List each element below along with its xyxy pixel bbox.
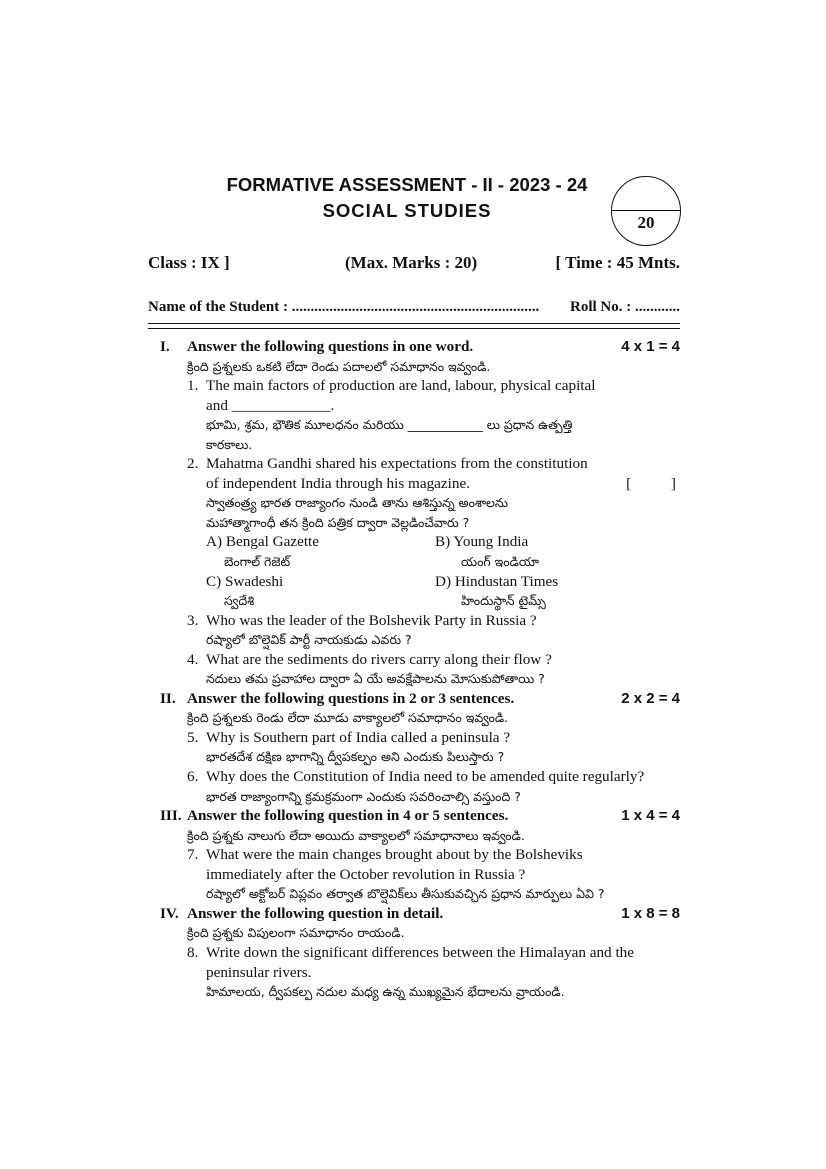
question-line — [160, 474, 680, 494]
question-telugu: మహాత్మాగాంధీ తన క్రింది పత్రిక ద్వారా వెల్లడించేవారు ? — [206, 514, 470, 530]
options-row — [160, 591, 680, 611]
roll-no-field[interactable]: Roll No. : ............ — [570, 299, 680, 315]
option-b: B) Young India — [435, 533, 529, 551]
question-text: The main factors of production are land, labour, physical capital — [206, 377, 596, 395]
options-row — [160, 572, 680, 592]
section-number: I. — [160, 338, 170, 355]
section-title: Answer the following questions in one word. — [187, 338, 474, 355]
section-marks: 2 x 2 = 4 — [621, 689, 680, 707]
section-title: Answer the following questions in 2 or 3 sentences. — [187, 689, 515, 707]
section-telugu: క్రింది ప్రశ్నకు విపులంగా సమాధానం రాయండి. — [187, 925, 405, 941]
question-text: What were the main changes brought about by the Bolsheviks — [206, 846, 583, 864]
subject-title: SOCIAL STUDIES — [322, 200, 492, 221]
question-telugu: భారత రాజ్యాంగాన్ని క్రమక్రమంగా ఎందుకు సవరించాల్సి వస్తుంది ? — [206, 788, 521, 804]
marks-divider — [612, 210, 680, 211]
question-telugu: హిమాలయ, ద్వీపకల్ప నదుల మధ్య ఉన్న ముఖ్యమైన భేదాలను వ్రాయండి. — [206, 984, 565, 1000]
question-telugu: భూమి, శ్రమ, భౌతిక మూలధనం మరియు ____________ లు ప్రధాన ఉత్పత్తి — [206, 417, 573, 433]
question-text: of independent India through his magazine. — [206, 474, 471, 492]
student-info-row — [148, 299, 680, 316]
option-a-telugu: బెంగాల్ గెజెట్ — [224, 554, 291, 570]
section-marks: 1 x 8 = 8 — [621, 904, 680, 922]
option-c-telugu: స్వదేశి — [224, 593, 255, 609]
section-telugu: క్రింది ప్రశ్నకు నాలుగు లేదా అయిదు వాక్యాలలో సమాధానాలు ఇవ్వండి. — [187, 827, 525, 843]
max-marks: (Max. Marks : 20) — [345, 253, 478, 272]
answer-bracket[interactable]: [ ] — [626, 474, 676, 492]
section-header — [160, 806, 680, 826]
question-text: Why does the Constitution of India need to be amended quite regularly? — [206, 768, 645, 786]
section-title: Answer the following question in 4 or 5 sentences. — [187, 807, 509, 825]
section-number: II. — [160, 689, 176, 707]
options-row — [160, 552, 680, 572]
question-text: peninsular rivers. — [206, 963, 312, 981]
question — [160, 728, 680, 748]
section-number: III. — [160, 807, 182, 825]
section-header — [160, 904, 680, 924]
question — [160, 845, 680, 865]
options-row — [160, 532, 680, 552]
question-number: 2. — [187, 455, 199, 473]
question-paper — [160, 337, 680, 1002]
section-marks: 1 x 4 = 4 — [621, 807, 680, 825]
question-telugu: కారకాలు. — [206, 436, 253, 452]
question-text: Why is Southern part of India called a peninsula ? — [206, 728, 511, 746]
section-title: Answer the following question in detail. — [187, 904, 444, 922]
question-telugu: స్వాతంత్ర్య భారత రాజ్యాంగం నుండి తాను ఆశిస్తున్న అంశాలను — [206, 495, 508, 511]
question-number: 6. — [187, 768, 199, 786]
question — [160, 376, 680, 396]
question-number: 1. — [187, 377, 199, 395]
option-c: C) Swadeshi — [206, 572, 284, 590]
option-a: A) Bengal Gazette — [206, 533, 320, 551]
option-d: D) Hindustan Times — [435, 572, 559, 590]
question-telugu: భారతదేశ దక్షిణ భాగాన్ని ద్వీపకల్పం అని ఎందుకు పిలుస్తారు ? — [206, 749, 505, 765]
section-header — [160, 337, 680, 357]
exam-title: FORMATIVE ASSESSMENT - II - 2023 - 24 — [226, 174, 588, 195]
question-number: 5. — [187, 728, 199, 746]
question-text: immediately after the October revolution in Russia ? — [206, 865, 526, 883]
question-text: Write down the significant differences between the Himalayan and the — [206, 943, 634, 961]
question-number: 7. — [187, 846, 199, 864]
option-d-telugu: హిందుస్థాన్ టైమ్స్ — [461, 593, 546, 609]
section-marks: 4 x 1 = 4 — [621, 338, 680, 355]
question — [160, 943, 680, 963]
marks-circle — [611, 176, 681, 246]
question-number: 8. — [187, 943, 199, 961]
question-number: 3. — [187, 611, 199, 629]
question-telugu: రష్యాలో బొల్షెవిక్ పార్టీ నాయకుడు ఎవరు ? — [206, 632, 412, 648]
question — [160, 767, 680, 787]
question-text: Who was the leader of the Bolshevik Party in Russia ? — [206, 611, 537, 629]
question-telugu: నదులు తమ ప్రవాహాల ద్వారా ఏ యే అవక్షేపాలను మోసుకుపోతాయి ? — [206, 671, 545, 687]
total-marks: 20 — [637, 213, 655, 232]
section-telugu: క్రింది ప్రశ్నలకు ఒకటి లేదా రెండు పదాలలో సమాధానం ఇవ్వండి. — [187, 358, 491, 374]
student-name-field[interactable]: Name of the Student : .................................................................. — [148, 299, 540, 315]
question-text: What are the sediments do rivers carry along their flow ? — [206, 650, 552, 668]
divider — [148, 328, 680, 329]
class-label: Class : IX ] — [148, 253, 230, 272]
section-header — [160, 689, 680, 709]
option-b-telugu: యంగ్ ఇండియా — [461, 554, 539, 570]
section-telugu: క్రింది ప్రశ్నలకు రెండు లేదా మూడు వాక్యాలలో సమాధానం ఇవ్వండి. — [187, 710, 509, 726]
question-text: and _____________. — [206, 396, 335, 414]
divider — [148, 323, 680, 324]
question-telugu: రష్యాలో అక్టోబర్ విప్లవం తర్వాత బొల్షెవిక్‌లు తీసుకువచ్చిన ప్రధాన మార్పులు ఏవి ? — [206, 886, 605, 902]
question — [160, 650, 680, 670]
time-label: [ Time : 45 Mnts. — [555, 253, 680, 272]
question — [160, 611, 680, 631]
question — [160, 454, 680, 474]
question-number: 4. — [187, 650, 199, 668]
question-text: Mahatma Gandhi shared his expectations from the constitution — [206, 455, 588, 473]
section-number: IV. — [160, 904, 179, 922]
